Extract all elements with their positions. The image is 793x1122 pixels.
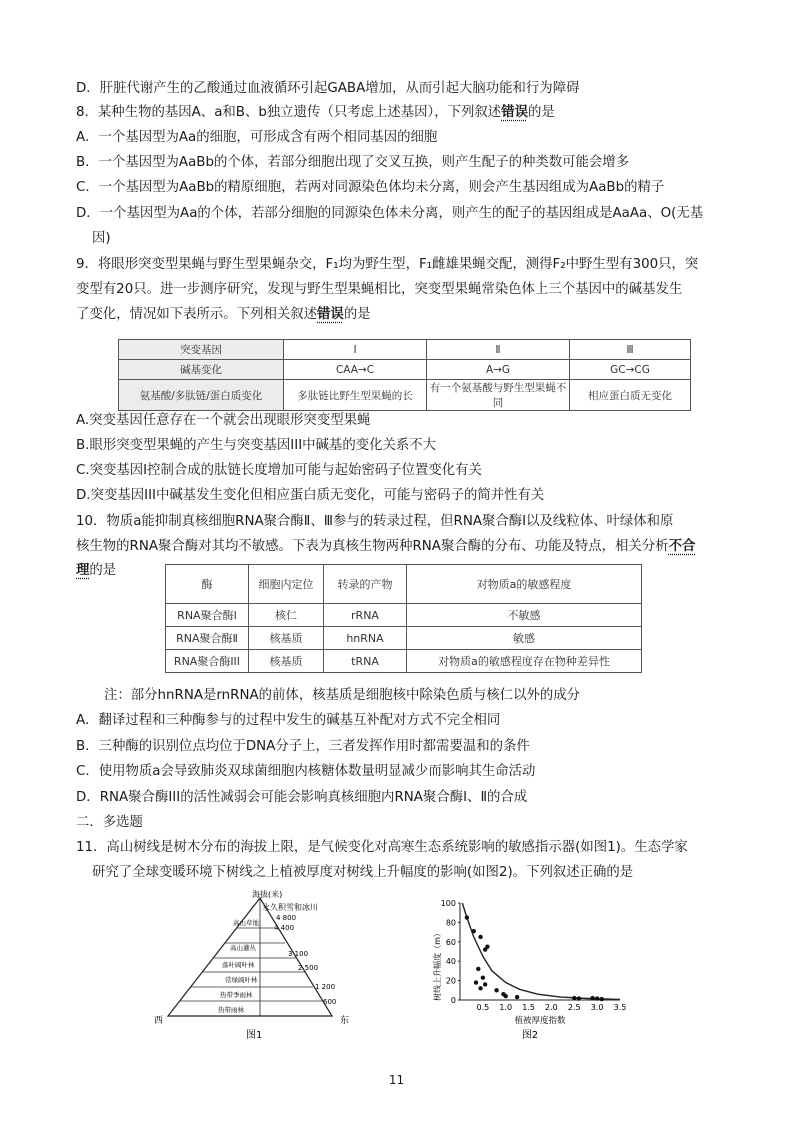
table-cell: rRNA xyxy=(324,604,407,627)
data-point xyxy=(476,967,480,971)
x-tick-label: 2.0 xyxy=(545,1003,558,1012)
altitude-axis-label: 海拔(米) xyxy=(252,890,283,899)
data-point xyxy=(590,996,594,1000)
table-row xyxy=(166,604,642,627)
q10-option-c: C．使用物质a会导致肺炎双球菌细胞内核糖体数量明显减少而影响其生命活动 xyxy=(76,764,536,779)
data-point xyxy=(465,915,469,919)
data-point xyxy=(494,988,498,992)
y-tick-label: 100 xyxy=(440,899,456,908)
table-row xyxy=(119,380,691,411)
table-header: Ⅲ xyxy=(570,340,691,360)
y-tick-label: 0 xyxy=(450,996,456,1005)
figure-1-caption: 图1 xyxy=(246,1030,263,1041)
q11-stem-1: 11．高山树线是树木分布的海拔上限，是气候变化对高寒生态系统影响的敏感指示器(如图1)。生态学家 xyxy=(76,840,688,855)
q10-stem-3: 理的是 xyxy=(76,563,117,578)
east-label: 东 xyxy=(340,1016,350,1026)
q8-option-b: B．一个基因型为AaBb的个体，若部分细胞出现了交叉互换，则产生配子的种类数可能会增多 xyxy=(76,155,630,170)
q8-stem: 8．某种生物的基因A、a和B、b独立遗传（只考虑上述基因），下列叙述错误的是 xyxy=(76,105,555,120)
table-row xyxy=(119,340,691,360)
q9-option-c: C.突变基因Ⅰ控制合成的肽链长度增加可能与起始密码子位置变化有关 xyxy=(76,463,482,478)
q9-option-b: B.眼形突变型果蝇的产生与突变基因III中碱基的变化关系不大 xyxy=(76,438,437,453)
y-tick-label: 20 xyxy=(445,976,456,986)
table-cell: 不敏感 xyxy=(407,604,642,627)
data-point xyxy=(577,996,581,1000)
table-cell: 敏感 xyxy=(407,627,642,650)
x-tick-label: 3.0 xyxy=(590,1003,604,1012)
zone-label: 热带季雨林 xyxy=(220,991,253,999)
table-cell: 核基质 xyxy=(249,627,324,650)
q10-stem-2: 核生物的RNA聚合酶对其均不敏感。下表为真核生物两种RNA聚合酶的分布、功能及特点，相关分析不合 xyxy=(76,539,696,554)
table-row xyxy=(166,650,642,673)
figure-2-caption: 图2 xyxy=(521,1030,539,1041)
altitude-tick: 4 800 xyxy=(276,914,297,922)
table-cell: 核基质 xyxy=(249,650,324,673)
table-header: 酶 xyxy=(166,565,249,604)
table-cell: CAA→C xyxy=(284,360,427,380)
zone-label: 高山灌丛 xyxy=(230,944,256,952)
zone-label: 热带雨林 xyxy=(218,1006,244,1014)
table-cell: 氨基酸/多肽链/蛋白质变化 xyxy=(119,380,284,411)
x-tick-label: 1.0 xyxy=(499,1003,513,1012)
mutation-table xyxy=(118,339,691,411)
emphasis-unreasonable: 理 xyxy=(76,563,90,578)
data-point xyxy=(483,982,487,986)
q11-stem-2: 研究了全球变暖环境下树线之上植被厚度对树线上升幅度的影响(如图2)。下列叙述正确的是 xyxy=(92,865,634,880)
zone-label: 落叶阔叶林 xyxy=(222,961,255,969)
q9-option-d: D.突变基因III中碱基发生变化但相应蛋白质无变化，可能与密码子的简并性有关 xyxy=(76,488,545,503)
emphasis-wrong: 错误 xyxy=(317,307,344,322)
zone-label: 高山草地 xyxy=(233,919,259,927)
q7-option-d: D．肝脏代谢产生的乙酸通过血液循环引起GABA增加，从而引起大脑功能和行为障碍 xyxy=(76,81,580,96)
data-point xyxy=(572,996,576,1000)
table-header: Ⅱ xyxy=(427,340,570,360)
label-snow: 永久积雪和冰川 xyxy=(262,903,318,912)
q8-option-d-cont: 因) xyxy=(92,231,111,246)
table-cell: 多肽链比野生型果蝇的长 xyxy=(284,380,427,411)
data-point xyxy=(600,997,604,1001)
emphasis-unreasonable: 不合 xyxy=(668,539,696,554)
table-cell: GC→CG xyxy=(570,360,691,380)
table-cell: RNA聚合酶Ⅰ xyxy=(166,604,249,627)
q8-option-a: A．一个基因型为Aa的细胞，可形成含有两个相同基因的细胞 xyxy=(76,130,438,145)
q9-stem-1: 9．将眼形突变型果蝇与野生型果蝇杂交，F₁均为野生型，F₁雌雄果蝇交配，测得F₂中野生型有300只，突 xyxy=(76,257,699,272)
data-point xyxy=(504,994,508,998)
table-cell: 碱基变化 xyxy=(119,360,284,380)
x-tick-label: 3.5 xyxy=(613,1003,627,1012)
altitude-tick: 2 500 xyxy=(298,964,319,972)
rna-polymerase-table xyxy=(165,564,642,673)
table-cell: 相应蛋白质无变化 xyxy=(570,380,691,411)
zone-label: 常绿阔叶林 xyxy=(225,976,258,984)
x-axis-label: 植被厚度指数 xyxy=(514,1016,566,1026)
y-axis-label: 树线上升幅度（m） xyxy=(433,929,442,1001)
table-cell: tRNA xyxy=(324,650,407,673)
west-label: 西 xyxy=(154,1016,164,1026)
y-tick-label: 80 xyxy=(445,918,456,928)
table-row xyxy=(166,627,642,650)
altitude-tick: 1 200 xyxy=(315,983,336,991)
q10-option-a: A．翻译过程和三种酶参与的过程中发生的碱基互补配对方式不完全相同 xyxy=(76,713,501,728)
q9-stem-2: 变型有20只。进一步测序研究，发现与野生型果蝇相比，突变型果蝇常染色体上三个基因中的碱基发生 xyxy=(76,282,683,297)
table-header: 细胞内定位 xyxy=(249,565,324,604)
section-heading: 二．多选题 xyxy=(76,815,143,830)
table-cell: RNA聚合酶III xyxy=(166,650,249,673)
data-point xyxy=(485,944,489,948)
table-header: Ⅰ xyxy=(284,340,427,360)
table-cell: A→G xyxy=(427,360,570,380)
data-point xyxy=(515,995,519,999)
data-point xyxy=(478,935,482,939)
y-tick-label: 60 xyxy=(445,937,456,947)
q8-option-c: C．一个基因型为AaBb的精原细胞，若两对同源染色体均未分离，则会产生基因组成为AaBb的精子 xyxy=(76,180,665,195)
altitude-tick: 3 100 xyxy=(288,950,309,958)
table-cell: hnRNA xyxy=(324,627,407,650)
data-point xyxy=(472,929,476,933)
x-tick-label: 2.5 xyxy=(567,1003,581,1012)
q8-option-d: D．一个基因型为Aa的个体，若部分细胞的同源染色体未分离，则产生的配子的基因组成是AaAa、O(无基 xyxy=(76,206,704,221)
x-tick-label: 0.5 xyxy=(476,1003,490,1012)
table-header: 对物质a的敏感程度 xyxy=(407,565,642,604)
table-cell: 核仁 xyxy=(249,604,324,627)
altitude-tick: 600 xyxy=(323,998,337,1006)
table-row xyxy=(119,360,691,380)
data-point xyxy=(595,996,599,1000)
y-tick-label: 40 xyxy=(445,957,456,967)
figure-2-scatter-chart xyxy=(420,895,630,1045)
table-cell: RNA聚合酶Ⅱ xyxy=(166,627,249,650)
figure-1-altitude-diagram xyxy=(150,888,360,1048)
data-point xyxy=(474,980,478,984)
q10-option-d: D．RNA聚合酶III的活性减弱会可能会影响真核细胞内RNA聚合酶Ⅰ、Ⅱ的合成 xyxy=(76,790,528,805)
table-cell: 对物质a的敏感程度存在物种差异性 xyxy=(407,650,642,673)
altitude-tick: 4 400 xyxy=(274,924,295,932)
table-header: 转录的产物 xyxy=(324,565,407,604)
table-header: 突变基因 xyxy=(119,340,284,360)
q9-option-a: A.突变基因任意存在一个就会出现眼形突变型果蝇 xyxy=(76,413,371,428)
table-row xyxy=(166,565,642,604)
q9-stem-3: 了变化，情况如下表所示。下列相关叙述错误的是 xyxy=(76,307,371,322)
x-tick-label: 1.5 xyxy=(522,1003,535,1012)
table-cell: 有一个氨基酸与野生型果蝇不同 xyxy=(427,380,570,411)
q10-stem-1: 10．物质a能抑制真核细胞RNA聚合酶Ⅱ、Ⅲ参与的转录过程，但RNA聚合酶Ⅰ以及线粒体、叶绿体和原 xyxy=(76,514,674,529)
page-number: 11 xyxy=(388,1073,405,1087)
data-point xyxy=(478,986,482,990)
emphasis-wrong: 错误 xyxy=(501,105,528,120)
q10-note: 注：部分hnRNA是rnRNA的前体，核基质是细胞核中除染色质与核仁以外的成分 xyxy=(104,688,581,703)
data-point xyxy=(481,975,485,979)
q10-option-b: B．三种酶的识别位点均位于DNA分子上，三者发挥作用时都需要温和的条件 xyxy=(76,739,530,754)
